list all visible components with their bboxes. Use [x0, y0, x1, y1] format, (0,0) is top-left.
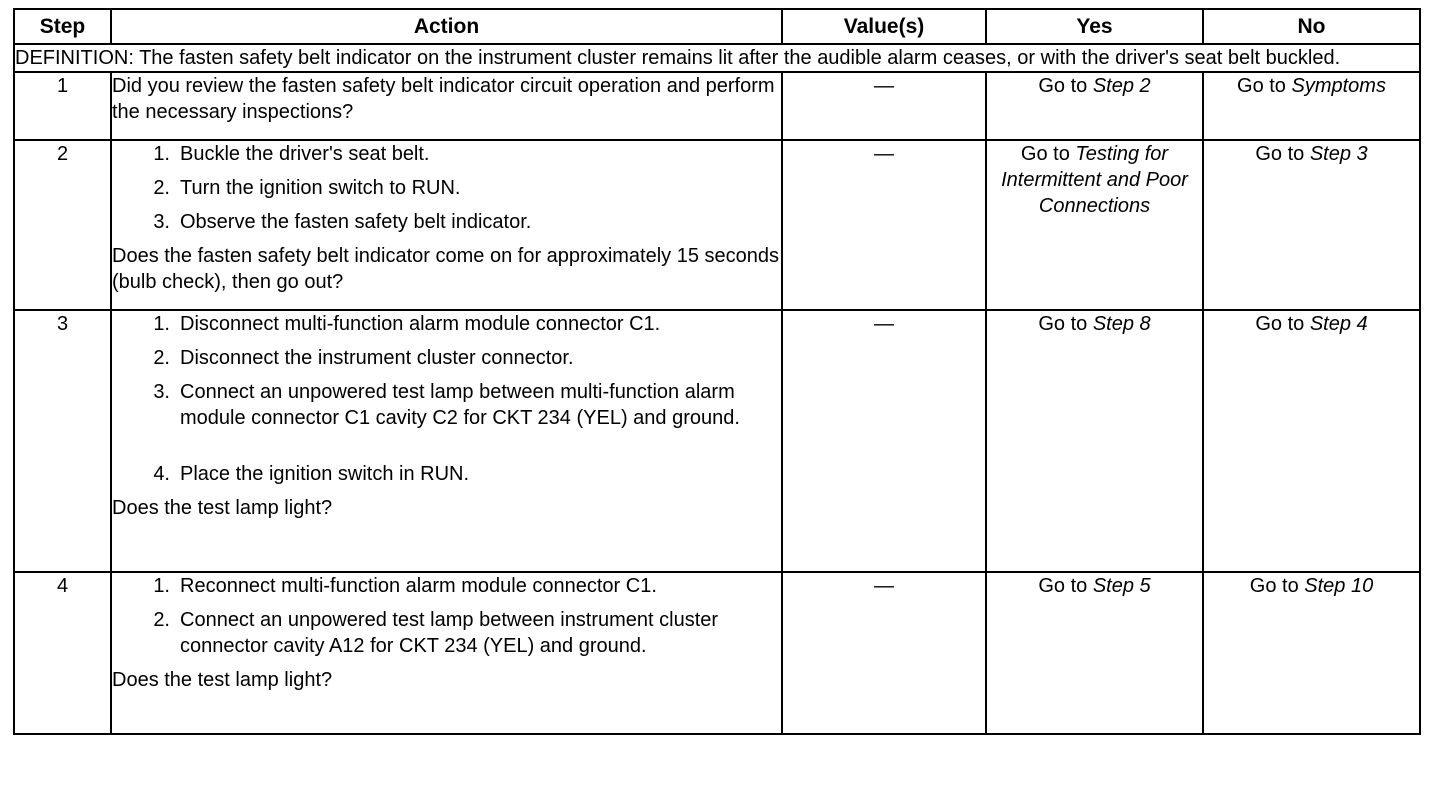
item-text: Connect an unpowered test lamp between instrument cluster connector cavity A12 for CKT 234 (YEL) and ground.	[180, 609, 719, 657]
value-dash: —	[874, 313, 894, 335]
action-list	[112, 311, 781, 487]
step-number: 1	[14, 72, 111, 140]
item-text: Disconnect multi-function alarm module connector C1.	[180, 313, 661, 335]
list-item	[112, 311, 781, 337]
no-prefix: Go to	[1237, 75, 1292, 97]
list-item	[112, 607, 781, 659]
value-cell	[782, 572, 986, 734]
yes-cell	[986, 140, 1203, 310]
no-cell	[1203, 140, 1420, 310]
yes-prefix: Go to	[1038, 575, 1093, 597]
step-number: 4	[14, 572, 111, 734]
no-prefix: Go to	[1255, 143, 1310, 165]
action-cell	[111, 572, 782, 734]
action-list	[112, 141, 781, 235]
yes-prefix: Go to	[1038, 313, 1093, 335]
no-cell	[1203, 572, 1420, 734]
yes-target: Step 2	[1092, 75, 1151, 97]
item-text: Observe the fasten safety belt indicator.	[180, 211, 532, 233]
item-text: Disconnect the instrument cluster connector.	[180, 347, 574, 369]
list-item	[112, 345, 781, 371]
item-number: 1.	[153, 575, 170, 597]
yes-cell	[986, 72, 1203, 140]
item-number: 2.	[153, 177, 170, 199]
yes-cell	[986, 310, 1203, 572]
value-dash: —	[874, 575, 894, 597]
action-question: Does the fasten safety belt indicator come on for approximately 15 seconds (bulb check), then go out?	[112, 245, 780, 293]
list-item	[112, 573, 781, 599]
item-number: 2.	[153, 609, 170, 631]
table-row	[14, 140, 1420, 310]
item-number: 3.	[153, 211, 170, 233]
value-cell	[782, 310, 986, 572]
no-target: Symptoms	[1291, 75, 1386, 97]
list-item	[112, 379, 781, 431]
item-number: 1.	[153, 143, 170, 165]
no-target: Step 4	[1309, 313, 1368, 335]
table-row	[14, 310, 1420, 572]
no-target: Step 10	[1304, 575, 1374, 597]
item-text: Place the ignition switch in RUN.	[180, 463, 470, 485]
list-item	[112, 175, 781, 201]
value-cell	[782, 140, 986, 310]
step-number: 2	[14, 140, 111, 310]
action-cell	[111, 140, 782, 310]
yes-prefix: Go to	[1020, 143, 1076, 165]
action-question: Does the test lamp light?	[112, 497, 333, 519]
yes-target: Step 8	[1092, 313, 1151, 335]
item-text: Turn the ignition switch to RUN.	[180, 177, 461, 199]
yes-target: Testing for Intermittent and Poor Connections	[1001, 143, 1188, 217]
item-number: 4.	[153, 463, 170, 485]
header-no: No	[1203, 9, 1420, 44]
step-number: 3	[14, 310, 111, 572]
list-item	[112, 141, 781, 167]
header-yes: Yes	[986, 9, 1203, 44]
action-cell	[111, 310, 782, 572]
no-target: Step 3	[1309, 143, 1368, 165]
list-item	[112, 461, 781, 487]
item-number: 1.	[153, 313, 170, 335]
value-dash: —	[874, 75, 894, 97]
header-action: Action	[111, 9, 782, 44]
definition-row	[14, 44, 1420, 72]
action-cell	[111, 72, 782, 140]
table-row	[14, 72, 1420, 140]
action-list	[112, 573, 781, 659]
no-prefix: Go to	[1255, 313, 1310, 335]
yes-cell	[986, 572, 1203, 734]
table-row	[14, 572, 1420, 734]
yes-prefix: Go to	[1038, 75, 1093, 97]
value-cell	[782, 72, 986, 140]
action-text: Did you review the fasten safety belt indicator circuit operation and perform the necessary inspections?	[112, 75, 775, 123]
header-step: Step	[14, 9, 111, 44]
header-row	[14, 9, 1420, 44]
value-dash: —	[874, 143, 894, 165]
item-text: Connect an unpowered test lamp between multi-function alarm module connector C1 cavity C2 for CKT 234 (YEL) and ground.	[180, 381, 740, 429]
item-text: Buckle the driver's seat belt.	[180, 143, 430, 165]
no-prefix: Go to	[1249, 575, 1305, 597]
definition-text: DEFINITION: The fasten safety belt indicator on the instrument cluster remains lit after the audible alarm ceases, or with the driver's seat belt buckled.	[14, 44, 1420, 72]
item-number: 2.	[153, 347, 170, 369]
item-number: 3.	[153, 381, 170, 403]
no-cell	[1203, 310, 1420, 572]
item-text: Reconnect multi-function alarm module connector C1.	[180, 575, 657, 597]
diagnostic-table	[13, 8, 1421, 735]
header-values: Value(s)	[782, 9, 986, 44]
no-cell	[1203, 72, 1420, 140]
list-item	[112, 209, 781, 235]
action-question: Does the test lamp light?	[112, 669, 333, 691]
yes-target: Step 5	[1092, 575, 1151, 597]
